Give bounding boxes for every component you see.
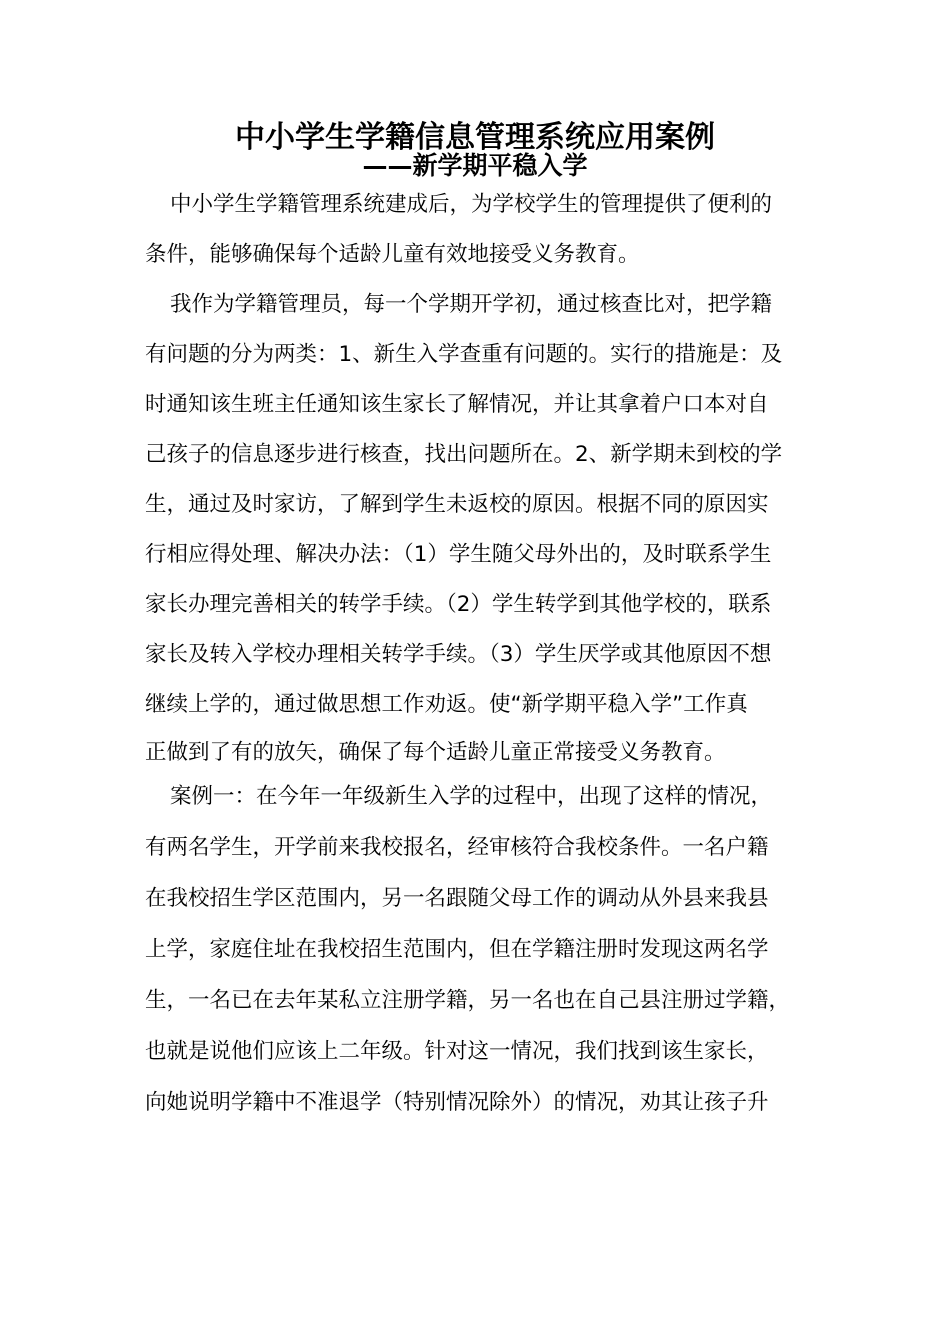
paragraph-line: 向她说明学籍中不准退学（特别情况除外）的情况，劝其让孩子升 <box>145 1090 769 1115</box>
paragraph-line: 条件，能够确保每个适龄儿童有效地接受义务教育。 <box>145 242 640 267</box>
paragraph-line: 案例一：在今年一年级新生入学的过程中，出现了这样的情况， <box>170 784 773 809</box>
paragraph-line: 行相应得处理、解决办法：（1）学生随父母外出的，及时联系学生 <box>145 542 772 567</box>
paragraph-line: 也就是说他们应该上二年级。针对这一情况，我们找到该生家长， <box>145 1039 769 1064</box>
paragraph-line: 己孩子的信息逐步进行核查，找出问题所在。2、新学期未到校的学 <box>145 442 783 467</box>
paragraph-line: 有问题的分为两类：1、新生入学查重有问题的。实行的措施是：及 <box>145 342 783 367</box>
paragraph-line: 家长及转入学校办理相关转学手续。（3）学生厌学或其他原因不想 <box>145 642 772 667</box>
paragraph-line: 正做到了有的放矢，确保了每个适龄儿童正常接受义务教育。 <box>145 740 726 765</box>
paragraph-line: 生，一名已在去年某私立注册学籍，另一名也在自己县注册过学籍， <box>145 988 791 1013</box>
paragraph-line: 上学，家庭住址在我校招生范围内，但在学籍注册时发现这两名学 <box>145 937 769 962</box>
document-subtitle: ——新学期平稳入学 <box>362 151 588 180</box>
paragraph-line: 继续上学的，通过做思想工作劝返。使“新学期平稳入学”工作真 <box>145 692 748 717</box>
document-title: 中小学生学籍信息管理系统应用案例 <box>235 120 715 155</box>
paragraph-line: 在我校招生学区范围内，另一名跟随父母工作的调动从外县来我县 <box>145 886 769 911</box>
paragraph-line: 时通知该生班主任通知该生家长了解情况，并让其拿着户口本对自 <box>145 392 769 417</box>
paragraph-line: 有两名学生，开学前来我校报名，经审核符合我校条件。一名户籍 <box>145 835 769 860</box>
paragraph-line: 生，通过及时家访，了解到学生未返校的原因。根据不同的原因实 <box>145 492 769 517</box>
paragraph-line: 家长办理完善相关的转学手续。（2）学生转学到其他学校的，联系 <box>145 592 772 617</box>
paragraph-line: 我作为学籍管理员，每一个学期开学初，通过核查比对，把学籍 <box>170 292 773 317</box>
paragraph-line: 中小学生学籍管理系统建成后，为学校学生的管理提供了便利的 <box>170 192 773 217</box>
